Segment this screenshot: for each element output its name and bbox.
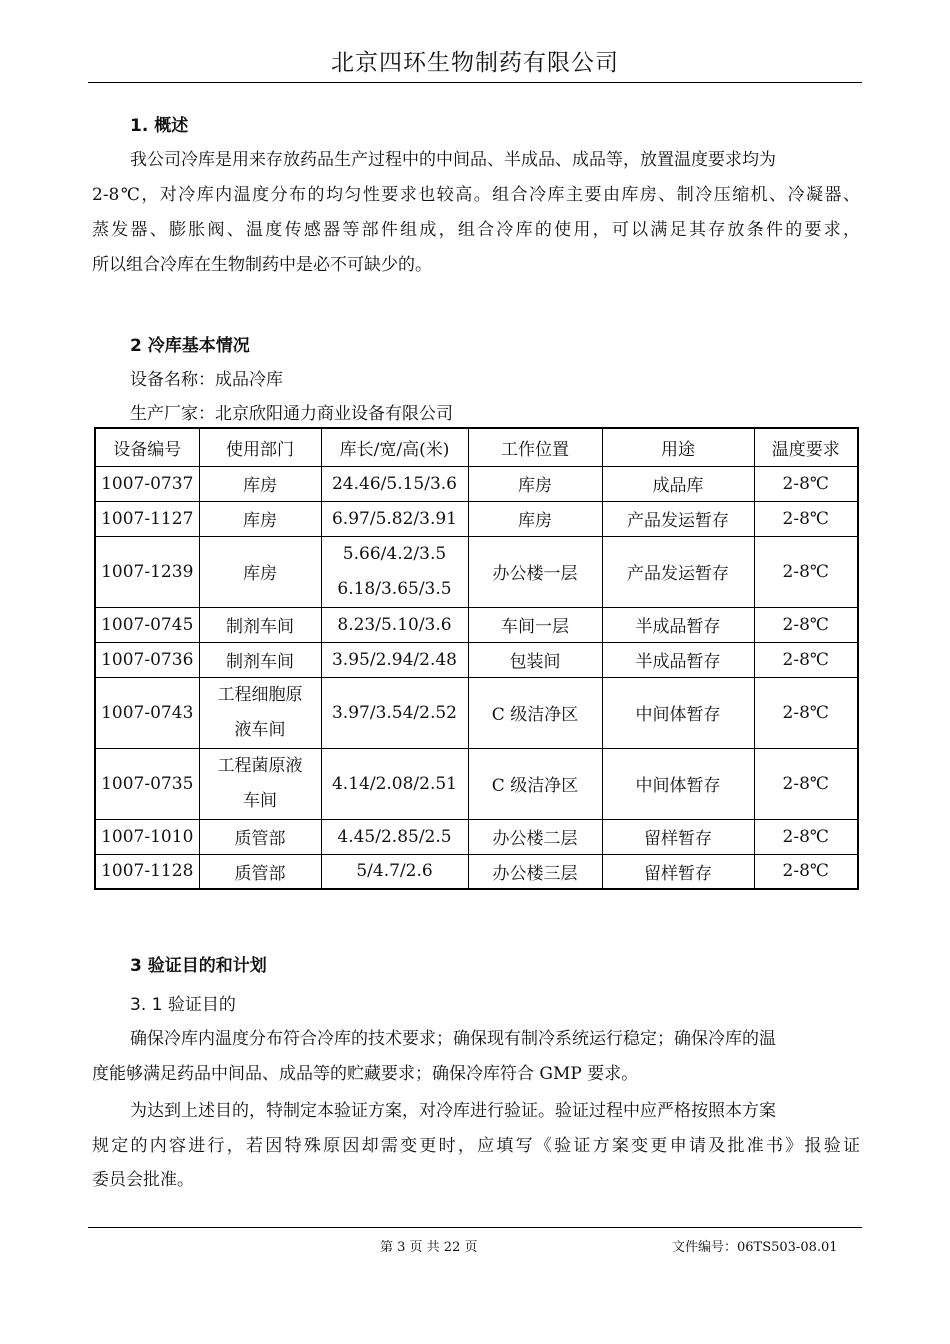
header-divider — [88, 82, 862, 83]
table-row — [95, 677, 858, 748]
table-cell-temp: 2-8℃ — [754, 642, 858, 677]
table-cell-line: 工程细胞原 — [217, 684, 303, 705]
table-cell-loc: 办公楼二层 — [468, 819, 602, 854]
table-cell-dims — [321, 466, 468, 501]
manufacturer: 生产厂家：北京欣阳通力商业设备有限公司 — [130, 404, 453, 424]
section-3-p1-line: 确保冷库内温度分布符合冷库的技术要求；确保现有制冷系统运行稳定；确保冷库的温 — [130, 1029, 776, 1049]
table-cell-use: 留样暂存 — [602, 819, 754, 854]
table-cell-loc: C 级洁净区 — [468, 677, 602, 748]
equipment-name: 设备名称：成品冷库 — [130, 370, 283, 390]
table-cell-id: 1007-0743 — [95, 677, 199, 748]
table-header-cell: 温度要求 — [754, 428, 858, 466]
table-cell-temp: 2-8℃ — [754, 536, 858, 607]
table-cell-dims — [321, 501, 468, 536]
table-cell-dept — [199, 748, 321, 819]
table-cell-use: 成品库 — [602, 466, 754, 501]
section-1-line: 蒸发器、膨胀阀、温度传感器等部件组成，组合冷库的使用，可以满足其存放条件的要求， — [92, 220, 860, 240]
table-header-cell: 库长/宽/高(米) — [321, 428, 468, 466]
table-cell-dept — [199, 819, 321, 854]
table-cell-id: 1007-0736 — [95, 642, 199, 677]
table-cell-use: 留样暂存 — [602, 854, 754, 889]
table-cell-dept — [199, 536, 321, 607]
table-cell-line: 24.46/5.15/3.6 — [331, 473, 457, 494]
document-number: 文件编号：06TS503-08.01 — [672, 1240, 838, 1255]
table-cell-dims — [321, 536, 468, 607]
section-3-1-heading: 3. 1 验证目的 — [130, 995, 236, 1015]
table-row — [95, 607, 858, 642]
table-cell-loc: 库房 — [468, 466, 602, 501]
table-cell-line: 库房 — [243, 476, 277, 496]
table-cell-use: 中间体暂存 — [602, 748, 754, 819]
table-cell-temp: 2-8℃ — [754, 466, 858, 501]
table-cell-dims — [321, 607, 468, 642]
table-cell-loc: C 级洁净区 — [468, 748, 602, 819]
table-row — [95, 819, 858, 854]
table-cell-line: 6.18/3.65/3.5 — [337, 578, 452, 599]
section-3-p2-line: 为达到上述目的，特制定本验证方案，对冷库进行验证。验证过程中应严格按照本方案 — [130, 1101, 776, 1121]
table-cell-line: 3.97/3.54/2.52 — [331, 702, 457, 723]
table-cell-dims — [321, 677, 468, 748]
table-cell-line: 车间 — [243, 790, 277, 811]
table-cell-dims — [321, 748, 468, 819]
table-cell-dept — [199, 466, 321, 501]
table-cell-line: 质管部 — [234, 829, 286, 849]
table-cell-temp: 2-8℃ — [754, 677, 858, 748]
table-cell-line: 液车间 — [234, 719, 286, 740]
table-row — [95, 501, 858, 536]
table-cell-line: 4.14/2.08/2.51 — [331, 773, 457, 794]
table-row — [95, 854, 858, 889]
section-2-heading: 2 冷库基本情况 — [130, 336, 250, 356]
table-cell-dept — [199, 854, 321, 889]
table-cell-line: 8.23/5.10/3.6 — [337, 614, 452, 635]
table-cell-loc: 库房 — [468, 501, 602, 536]
table-cell-temp: 2-8℃ — [754, 819, 858, 854]
table-cell-dims — [321, 819, 468, 854]
table-cell-id: 1007-1010 — [95, 819, 199, 854]
table-cell-id: 1007-0735 — [95, 748, 199, 819]
table-cell-use: 半成品暂存 — [602, 642, 754, 677]
table-cell-line: 4.45/2.85/2.5 — [337, 826, 452, 847]
section-1-heading: 1. 概述 — [130, 116, 189, 136]
table-cell-line: 质管部 — [234, 863, 286, 884]
table-cell-loc: 车间一层 — [468, 607, 602, 642]
table-cell-loc: 办公楼一层 — [468, 536, 602, 607]
footer-divider — [88, 1227, 862, 1228]
section-3-p1-line: 度能够满足药品中间品、成品等的贮藏要求；确保冷库符合 GMP 要求。 — [92, 1064, 639, 1084]
table-cell-temp: 2-8℃ — [754, 854, 858, 889]
table-cell-line: 6.97/5.82/3.91 — [331, 508, 457, 529]
page-number: 第 3 页 共 22 页 — [380, 1240, 478, 1255]
table-cell-loc: 办公楼三层 — [468, 854, 602, 889]
table-cell-temp: 2-8℃ — [754, 501, 858, 536]
table-cell-line: 5/4.7/2.6 — [356, 861, 433, 882]
table-cell-id: 1007-0745 — [95, 607, 199, 642]
table-cell-use: 产品发运暂存 — [602, 501, 754, 536]
table-cell-temp: 2-8℃ — [754, 607, 858, 642]
section-3-p2-line: 委员会批准。 — [92, 1170, 194, 1190]
table-cell-line: 3.95/2.94/2.48 — [331, 649, 457, 670]
table-header-row — [95, 428, 858, 466]
table-cell-line: 库房 — [243, 564, 277, 584]
company-header-title: 北京四环生物制药有限公司 — [331, 50, 619, 76]
table-cell-line: 制剂车间 — [226, 652, 294, 672]
table-cell-loc: 包装间 — [468, 642, 602, 677]
section-3-p2-line: 规定的内容进行，若因特殊原因却需变更时，应填写《验证方案变更申请及批准书》报验证 — [92, 1136, 860, 1156]
table-row — [95, 466, 858, 501]
section-1-line: 我公司冷库是用来存放药品生产过程中的中间品、半成品、成品等，放置温度要求均为 — [130, 150, 776, 170]
table-cell-id: 1007-1127 — [95, 501, 199, 536]
table-row — [95, 748, 858, 819]
table-cell-dims — [321, 854, 468, 889]
table-header-cell: 用途 — [602, 428, 754, 466]
section-3-heading: 3 验证目的和计划 — [130, 956, 267, 976]
section-1-line: 所以组合冷库在生物制药中是必不可缺少的。 — [92, 255, 432, 275]
section-1-line: 2-8℃，对冷库内温度分布的均匀性要求也较高。组合冷库主要由库房、制冷压缩机、冷凝器、 — [92, 185, 860, 205]
table-cell-dept — [199, 677, 321, 748]
table-header-cell: 使用部门 — [199, 428, 321, 466]
table-cell-line: 库房 — [243, 511, 277, 531]
table-cell-id: 1007-0737 — [95, 466, 199, 501]
table-row — [95, 536, 858, 607]
table-cell-temp: 2-8℃ — [754, 748, 858, 819]
table-header-cell: 工作位置 — [468, 428, 602, 466]
cold-storage-table — [94, 427, 859, 890]
table-cell-line: 5.66/4.2/3.5 — [342, 543, 447, 564]
table-row — [95, 642, 858, 677]
table-cell-line: 制剂车间 — [226, 617, 294, 637]
table-cell-line: 工程菌原液 — [217, 755, 303, 776]
table-cell-use: 半成品暂存 — [602, 607, 754, 642]
table-cell-id: 1007-1128 — [95, 854, 199, 889]
table-cell-use: 产品发运暂存 — [602, 536, 754, 607]
table-cell-dept — [199, 642, 321, 677]
table-cell-dept — [199, 501, 321, 536]
table-header-cell: 设备编号 — [95, 428, 199, 466]
table-cell-use: 中间体暂存 — [602, 677, 754, 748]
table-cell-id: 1007-1239 — [95, 536, 199, 607]
table-cell-dept — [199, 607, 321, 642]
table-cell-dims — [321, 642, 468, 677]
